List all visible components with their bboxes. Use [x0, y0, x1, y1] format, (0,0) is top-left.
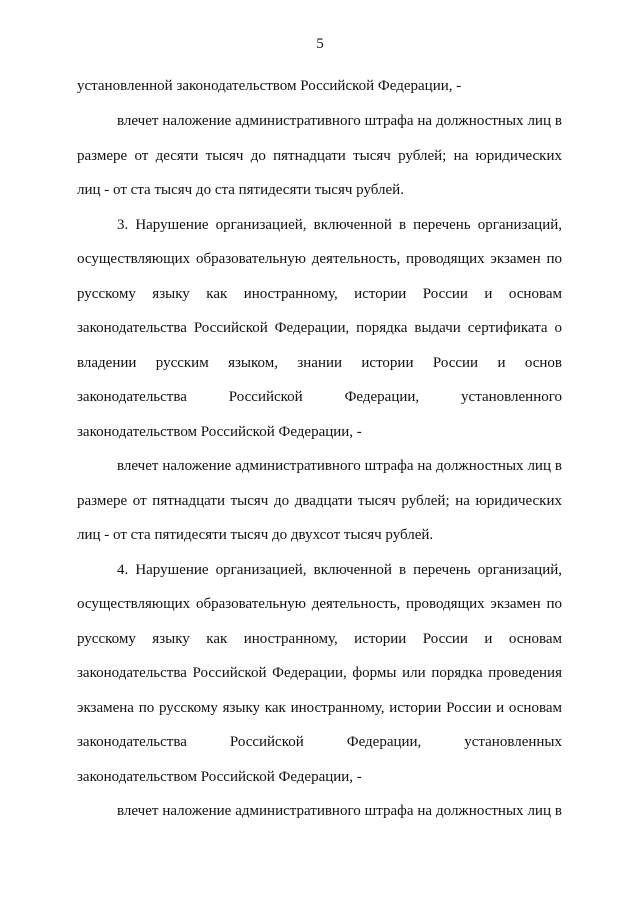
text-line: 3. Нарушение организацией, включенной в перечень организаций,	[117, 217, 562, 233]
text-line: законодательства Российской Федерации, установленных	[77, 734, 562, 750]
page-number: 5	[316, 36, 324, 52]
text-line: размере от пятнадцати тысяч до двадцати тысяч рублей; на юридических	[77, 493, 562, 509]
text-line: лиц - от ста пятидесяти тысяч до двухсот тысяч рублей.	[77, 527, 434, 543]
text-line: законодательства Российской Федерации, формы или порядка проведения	[77, 665, 562, 681]
text-line: законодательством Российской Федерации, -	[77, 424, 362, 440]
text-line: лиц - от ста тысяч до ста пятидесяти тысяч рублей.	[77, 182, 404, 198]
text-line: влечет наложение административного штрафа на должностных лиц в	[117, 113, 562, 129]
text-line: 4. Нарушение организацией, включенной в перечень организаций,	[117, 562, 562, 578]
text-line: законодательства Российской Федерации, установленного	[77, 389, 562, 405]
text-line: экзамена по русскому языку как иностранному, истории России и основам	[77, 700, 562, 716]
text-line: влечет наложение административного штрафа на должностных лиц в	[117, 458, 562, 474]
text-line: осуществляющих образовательную деятельность, проводящих экзамен по	[77, 596, 562, 612]
text-line: установленной законодательством Российской Федерации, -	[77, 78, 462, 94]
text-line: влечет наложение административного штрафа на должностных лиц в	[117, 803, 562, 819]
text-line: русскому языку как иностранному, истории России и основам	[77, 286, 562, 302]
text-line: размере от десяти тысяч до пятнадцати тысяч рублей; на юридических	[77, 148, 562, 164]
text-line: осуществляющих образовательную деятельность, проводящих экзамен по	[77, 251, 562, 267]
text-line: законодательством Российской Федерации, -	[77, 769, 362, 785]
text-line: владении русским языком, знании истории России и основ	[77, 355, 562, 371]
text-line: законодательства Российской Федерации, порядка выдачи сертификата о	[77, 320, 562, 336]
text-line: русскому языку как иностранному, истории России и основам	[77, 631, 562, 647]
